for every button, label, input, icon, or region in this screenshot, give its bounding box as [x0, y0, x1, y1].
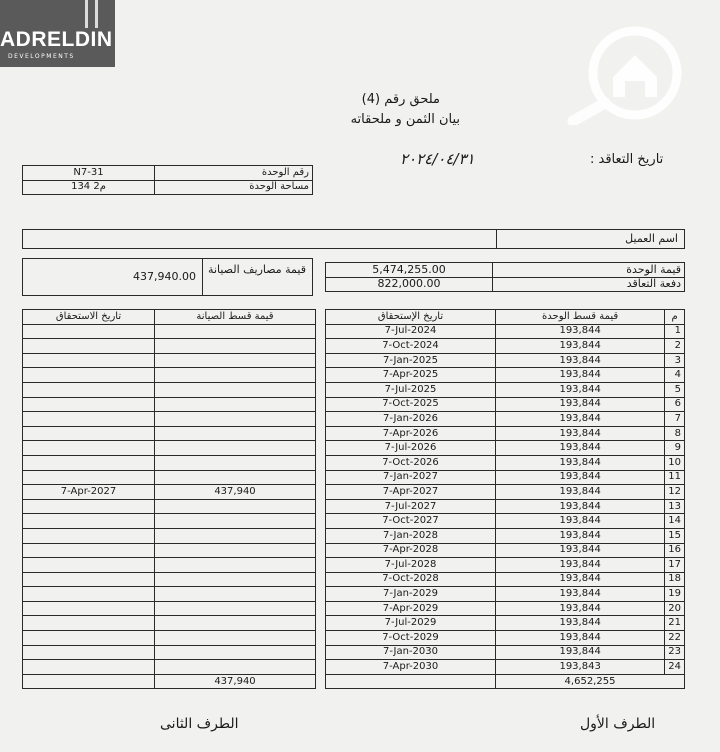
installment-row	[326, 441, 685, 456]
installment-no: 22	[665, 631, 685, 646]
first-party-signature: الطرف الأول	[580, 716, 656, 732]
maintenance-row	[23, 324, 316, 339]
installment-row	[326, 397, 685, 412]
maintenance-row	[23, 528, 316, 543]
maintenance-row	[23, 485, 316, 500]
installment-row	[326, 324, 685, 339]
maintenance-due	[23, 412, 155, 427]
installment-due: 7-Jul-2028	[326, 558, 496, 573]
maintenance-amount	[155, 543, 316, 558]
installment-no: 18	[665, 572, 685, 587]
installment-due: 7-Apr-2025	[326, 368, 496, 383]
maintenance-due	[23, 426, 155, 441]
installment-no: 23	[665, 645, 685, 660]
installment-row	[326, 514, 685, 529]
installment-total-blank	[326, 674, 496, 689]
installment-no: 16	[665, 543, 685, 558]
installment-due: 7-Apr-2027	[326, 485, 496, 500]
maintenance-amount	[155, 616, 316, 631]
maintenance-row	[23, 543, 316, 558]
installment-due: 7-Oct-2029	[326, 631, 496, 646]
installment-amount: 193,844	[496, 558, 665, 573]
maintenance-due	[23, 324, 155, 339]
logo-bar	[85, 0, 88, 28]
installment-no: 12	[665, 485, 685, 500]
maintenance-amount	[155, 455, 316, 470]
installment-amount: 193,844	[496, 485, 665, 500]
installment-row	[326, 601, 685, 616]
installment-no: 6	[665, 397, 685, 412]
installment-due: 7-Jan-2030	[326, 645, 496, 660]
client-name-field	[22, 229, 685, 249]
installment-no: 8	[665, 426, 685, 441]
maintenance-amount	[155, 368, 316, 383]
down-payment-label: دفعة التعاقد	[493, 277, 685, 292]
installment-row	[326, 426, 685, 441]
installment-row	[326, 353, 685, 368]
maintenance-due	[23, 397, 155, 412]
installment-row	[326, 485, 685, 500]
maintenance-amount	[155, 660, 316, 675]
maintenance-due	[23, 353, 155, 368]
installment-due: 7-Jul-2024	[326, 324, 496, 339]
installment-due: 7-Jan-2029	[326, 587, 496, 602]
installment-no: 14	[665, 514, 685, 529]
contract-date-value: ٢٠٢٤/٠٤/٣١	[400, 150, 475, 168]
installment-row	[326, 572, 685, 587]
installment-row	[326, 368, 685, 383]
installment-amount: 193,844	[496, 382, 665, 397]
installment-no-header: م	[665, 310, 685, 325]
maintenance-due	[23, 470, 155, 485]
maintenance-amount	[155, 601, 316, 616]
installment-no: 21	[665, 616, 685, 631]
maintenance-due	[23, 558, 155, 573]
unit-number-value: N7-31	[23, 166, 155, 181]
maintenance-total-blank	[23, 674, 155, 689]
maintenance-row	[23, 601, 316, 616]
installment-row	[326, 558, 685, 573]
installment-due: 7-Apr-2030	[326, 660, 496, 675]
installment-due: 7-Oct-2028	[326, 572, 496, 587]
maintenance-fee-label: قيمة مصاريف الصيانة	[208, 263, 306, 276]
installment-due: 7-Oct-2026	[326, 455, 496, 470]
maintenance-row	[23, 572, 316, 587]
installment-due: 7-Jul-2026	[326, 441, 496, 456]
maintenance-amount	[155, 558, 316, 573]
maintenance-due	[23, 660, 155, 675]
installment-no: 19	[665, 587, 685, 602]
installment-due: 7-Jul-2027	[326, 499, 496, 514]
maintenance-row	[23, 631, 316, 646]
installment-due: 7-Jan-2025	[326, 353, 496, 368]
maintenance-amount	[155, 353, 316, 368]
installment-due-header: تاريخ الإستحقاق	[326, 310, 496, 325]
installment-due: 7-Jul-2025	[326, 382, 496, 397]
installment-total-row	[326, 674, 685, 689]
installment-no: 4	[665, 368, 685, 383]
logo-brand: ADRELDIN	[0, 28, 113, 51]
maintenance-due	[23, 616, 155, 631]
maintenance-schedule-table	[22, 309, 316, 689]
annex-subtitle: بيان الثمن و ملحقاته	[350, 112, 460, 127]
maintenance-amount	[155, 528, 316, 543]
maintenance-due	[23, 368, 155, 383]
installment-row	[326, 455, 685, 470]
maintenance-due	[23, 587, 155, 602]
maintenance-due	[23, 601, 155, 616]
maintenance-amount	[155, 441, 316, 456]
maintenance-amount: 437,940	[155, 485, 316, 500]
installment-amount: 193,844	[496, 528, 665, 543]
installment-amount: 193,844	[496, 631, 665, 646]
client-name-label: اسم العميل	[496, 230, 684, 248]
maintenance-amount	[155, 426, 316, 441]
installment-due: 7-Jan-2027	[326, 470, 496, 485]
pricing-table	[325, 262, 685, 292]
down-payment-value: 822,000.00	[326, 277, 493, 292]
installment-row	[326, 499, 685, 514]
installment-amount: 193,844	[496, 397, 665, 412]
maintenance-total: 437,940	[155, 674, 316, 689]
installment-due: 7-Apr-2028	[326, 543, 496, 558]
installment-no: 17	[665, 558, 685, 573]
maintenance-amount	[155, 631, 316, 646]
unit-price-label: قيمة الوحدة	[493, 263, 685, 278]
installment-amount: 193,844	[496, 514, 665, 529]
maintenance-row	[23, 558, 316, 573]
installment-no: 7	[665, 412, 685, 427]
unit-price-value: 5,474,255.00	[326, 263, 493, 278]
maintenance-due	[23, 441, 155, 456]
maintenance-amount	[155, 324, 316, 339]
maintenance-due	[23, 382, 155, 397]
maintenance-amount	[155, 572, 316, 587]
contract-date-label: تاريخ التعاقد :	[590, 152, 664, 167]
maintenance-row	[23, 397, 316, 412]
installment-row	[326, 382, 685, 397]
maintenance-row	[23, 339, 316, 354]
installment-due: 7-Oct-2024	[326, 339, 496, 354]
unit-number-label: رقم الوحدة	[155, 166, 313, 181]
maintenance-due	[23, 499, 155, 514]
installment-no: 15	[665, 528, 685, 543]
installment-due: 7-Oct-2025	[326, 397, 496, 412]
installment-no: 13	[665, 499, 685, 514]
installment-row	[326, 616, 685, 631]
installment-amount: 193,844	[496, 441, 665, 456]
installment-amount: 193,844	[496, 455, 665, 470]
installment-row	[326, 412, 685, 427]
logo-subtitle: DEVELOPMENTS	[8, 53, 75, 60]
maintenance-amount	[155, 470, 316, 485]
maintenance-row	[23, 514, 316, 529]
maint-amount-header: قيمة قسط الصيانة	[155, 310, 316, 325]
installment-row	[326, 587, 685, 602]
maintenance-amount	[155, 645, 316, 660]
installment-amount: 193,844	[496, 645, 665, 660]
maintenance-fee-value: 437,940.00	[23, 259, 203, 295]
maintenance-due	[23, 631, 155, 646]
installment-amount: 193,844	[496, 499, 665, 514]
second-party-signature: الطرف الثانى	[160, 716, 239, 732]
maintenance-due: 7-Apr-2027	[23, 485, 155, 500]
installment-row	[326, 645, 685, 660]
home-search-icon	[565, 25, 693, 125]
installments-table	[325, 309, 685, 689]
maintenance-fee-box	[22, 258, 313, 296]
maintenance-row	[23, 587, 316, 602]
installment-no: 3	[665, 353, 685, 368]
maintenance-row	[23, 441, 316, 456]
maintenance-row	[23, 616, 316, 631]
installment-no: 10	[665, 455, 685, 470]
installment-amount: 193,844	[496, 353, 665, 368]
installment-due: 7-Apr-2029	[326, 601, 496, 616]
installment-amount: 193,844	[496, 339, 665, 354]
installment-amount: 193,844	[496, 587, 665, 602]
maintenance-due	[23, 543, 155, 558]
installment-amount: 193,844	[496, 412, 665, 427]
installment-amount: 193,844	[496, 426, 665, 441]
installment-row	[326, 528, 685, 543]
maintenance-due	[23, 455, 155, 470]
installment-row	[326, 339, 685, 354]
logo-bar	[95, 0, 98, 28]
installment-due: 7-Oct-2027	[326, 514, 496, 529]
installment-amount: 193,844	[496, 572, 665, 587]
maintenance-row	[23, 368, 316, 383]
maintenance-amount	[155, 514, 316, 529]
installment-amount-header: قيمة قسط الوحدة	[496, 310, 665, 325]
maintenance-row	[23, 470, 316, 485]
annex-title: ملحق رقم (4)	[361, 92, 440, 107]
installment-due: 7-Apr-2026	[326, 426, 496, 441]
installment-amount: 193,844	[496, 368, 665, 383]
maintenance-amount	[155, 339, 316, 354]
maintenance-row	[23, 353, 316, 368]
unit-area-value: 134 م2	[23, 180, 155, 195]
maintenance-due	[23, 514, 155, 529]
installment-amount: 193,844	[496, 543, 665, 558]
installment-amount: 193,844	[496, 601, 665, 616]
maintenance-row	[23, 660, 316, 675]
installment-no: 2	[665, 339, 685, 354]
maintenance-row	[23, 499, 316, 514]
installment-amount: 193,843	[496, 660, 665, 675]
installment-amount: 193,844	[496, 470, 665, 485]
maintenance-amount	[155, 397, 316, 412]
company-logo	[0, 0, 115, 67]
maintenance-due	[23, 572, 155, 587]
maint-due-header: تاريخ الاستحقاق	[23, 310, 155, 325]
maintenance-total-row	[23, 674, 316, 689]
maintenance-row	[23, 426, 316, 441]
maintenance-amount	[155, 382, 316, 397]
maintenance-amount	[155, 499, 316, 514]
maintenance-row	[23, 412, 316, 427]
installment-row	[326, 470, 685, 485]
installment-amount: 193,844	[496, 324, 665, 339]
unit-info-table	[22, 165, 313, 195]
maintenance-due	[23, 645, 155, 660]
installment-no: 5	[665, 382, 685, 397]
maintenance-due	[23, 528, 155, 543]
installment-due: 7-Jul-2029	[326, 616, 496, 631]
maintenance-amount	[155, 412, 316, 427]
installment-total: 4,652,255	[496, 674, 685, 689]
installment-due: 7-Jan-2026	[326, 412, 496, 427]
installment-no: 9	[665, 441, 685, 456]
installment-row	[326, 543, 685, 558]
installment-no: 11	[665, 470, 685, 485]
maintenance-due	[23, 339, 155, 354]
installment-row	[326, 660, 685, 675]
installment-no: 1	[665, 324, 685, 339]
installment-due: 7-Jan-2028	[326, 528, 496, 543]
maintenance-amount	[155, 587, 316, 602]
maintenance-row	[23, 645, 316, 660]
installment-no: 20	[665, 601, 685, 616]
maintenance-row	[23, 382, 316, 397]
installment-no: 24	[665, 660, 685, 675]
maintenance-row	[23, 455, 316, 470]
installment-row	[326, 631, 685, 646]
unit-area-label: مساحة الوحدة	[155, 180, 313, 195]
installment-amount: 193,844	[496, 616, 665, 631]
